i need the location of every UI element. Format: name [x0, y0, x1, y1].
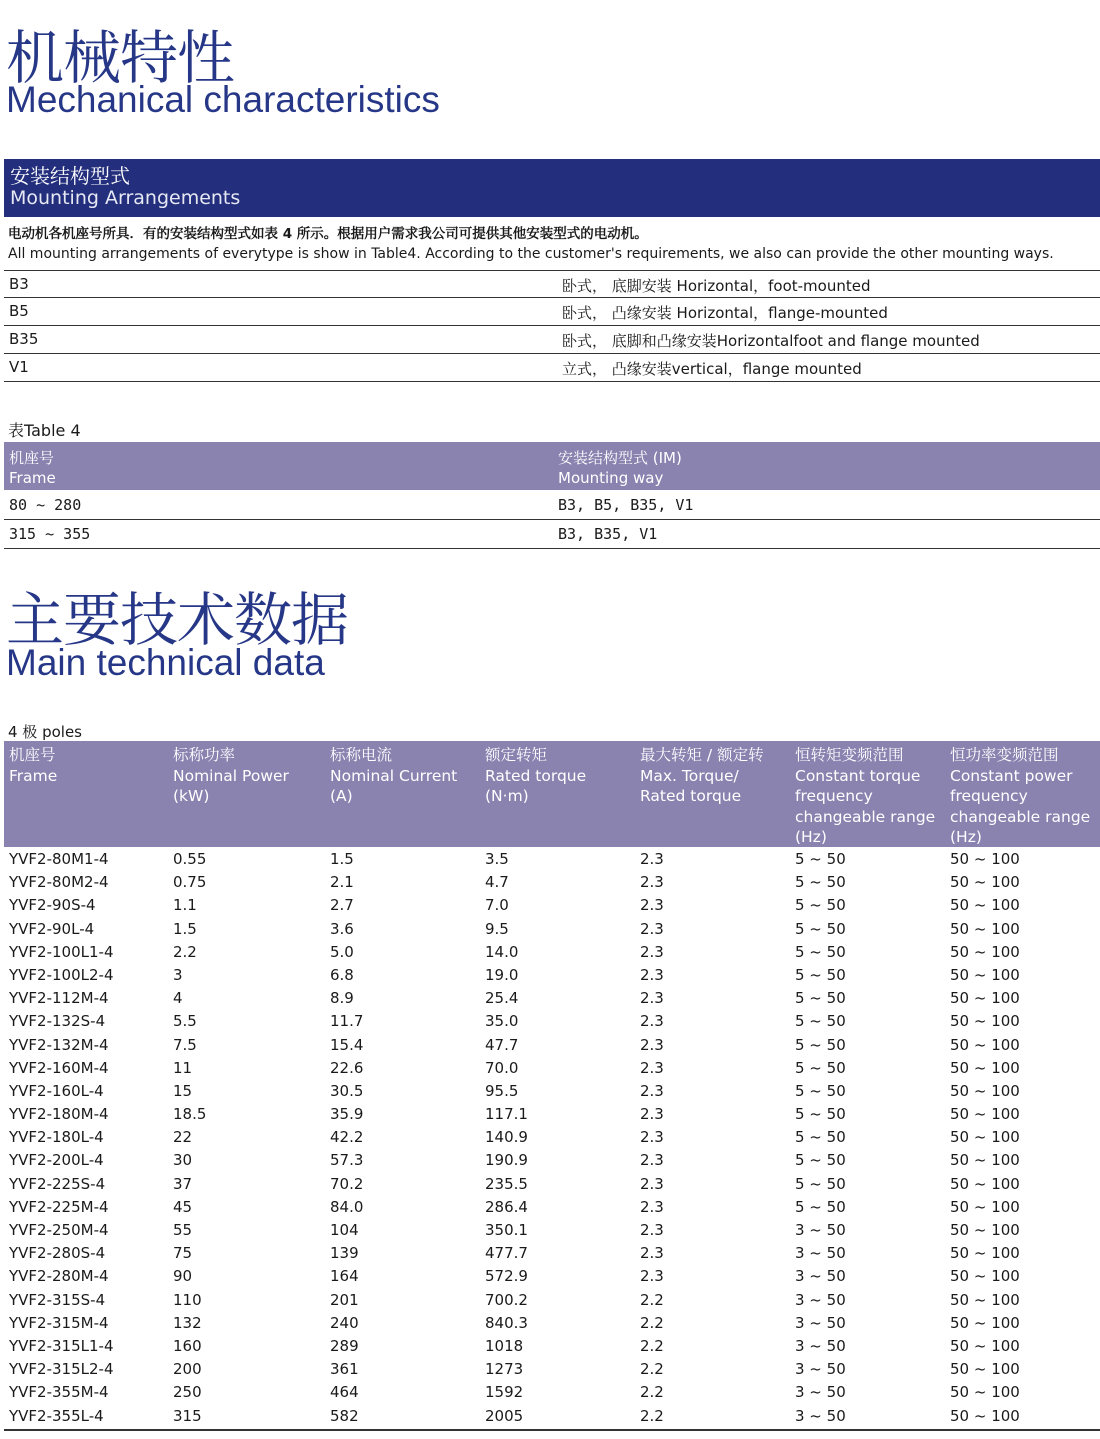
cell-const-power: 50 ~ 100 — [950, 1035, 1020, 1054]
cell-const-power: 50 ~ 100 — [950, 1197, 1020, 1216]
cell-frame: YVF2-250M-4 — [9, 1221, 109, 1239]
mounting-banner — [4, 159, 1100, 217]
intro-en: All mounting arrangements of everytype is show in Table4. According to the customer's requirements, we also can provide the other mounting ways. — [8, 246, 1054, 262]
cell-frame: YVF2-315S-4 — [9, 1290, 106, 1309]
table-row — [4, 1289, 1100, 1312]
cell-torque: 1592 — [485, 1383, 524, 1402]
cell-const-power: 50 ~ 100 — [950, 873, 1020, 892]
cell-current: 3.6 — [330, 919, 354, 938]
intro-cn: 电动机各机座号所具．有的安装结构型式如表 4 所示。根据用户需求我公司可提供其他安装型式的电动机。 — [8, 226, 648, 242]
mounting-row — [4, 298, 1100, 326]
cell-ratio: 2.3 — [640, 1105, 664, 1124]
cell-current: 70.2 — [330, 1174, 364, 1193]
table-row — [4, 1034, 1100, 1057]
cell-current: 289 — [330, 1336, 359, 1355]
table4-caption: 表Table 4 — [8, 421, 81, 440]
table-bottom-rule — [4, 1429, 1100, 1431]
cell-torque: 117.1 — [485, 1105, 528, 1124]
cell-const-power: 50 ~ 100 — [950, 896, 1020, 915]
cell-power: 7.5 — [173, 1035, 197, 1054]
cell-const-power: 50 ~ 100 — [950, 1313, 1020, 1332]
cell-const-power: 50 ~ 100 — [950, 1012, 1020, 1031]
cell-power: 75 — [173, 1244, 193, 1263]
cell-current: 30.5 — [330, 1081, 364, 1100]
cell-ratio: 2.3 — [640, 896, 664, 915]
table-row — [4, 1219, 1100, 1242]
cell-power: 5.5 — [173, 1012, 197, 1031]
cell-const-torque: 5 ~ 50 — [795, 896, 846, 915]
cell-ratio: 2.3 — [640, 1035, 664, 1054]
cell-const-torque: 5 ~ 50 — [795, 1035, 846, 1054]
table-row — [4, 1080, 1100, 1103]
cell-ratio: 2.3 — [640, 1151, 664, 1170]
cell-ratio: 2.3 — [640, 919, 664, 938]
cell-current: 22.6 — [330, 1058, 364, 1077]
cell-frame: YVF2-315M-4 — [9, 1313, 109, 1332]
table-row — [4, 918, 1100, 941]
cell-frame: YVF2-180L-4 — [9, 1128, 104, 1147]
cell-ratio: 2.2 — [640, 1313, 664, 1332]
header-col: 标称电流 Nominal Current (A) — [330, 746, 458, 805]
cell-const-torque: 5 ~ 50 — [795, 942, 846, 961]
table-row — [4, 1242, 1100, 1265]
cell-current: 2.7 — [330, 896, 354, 915]
cell-frame: YVF2-90S-4 — [9, 896, 96, 915]
cell-power: 1.1 — [173, 896, 197, 915]
cell-frame: YVF2-280M-4 — [9, 1267, 109, 1286]
header-way-cn: 安装结构型式 (IM) — [558, 449, 682, 467]
cell-frame: YVF2-315L2-4 — [9, 1360, 114, 1379]
table-row — [4, 1265, 1100, 1288]
cell-ratio: 2.3 — [640, 942, 664, 961]
cell-const-torque: 5 ~ 50 — [795, 873, 846, 892]
header-col: 额定转矩 Rated torque (N·m) — [485, 746, 587, 805]
cell-power: 315 — [173, 1406, 202, 1425]
header-frame-en: Frame — [9, 469, 56, 487]
cell-const-power: 50 ~ 100 — [950, 1383, 1020, 1402]
cell-const-torque: 3 ~ 50 — [795, 1313, 846, 1332]
cell-torque: 286.4 — [485, 1197, 528, 1216]
cell-frame: YVF2-280S-4 — [9, 1244, 106, 1263]
cell-const-torque: 3 ~ 50 — [795, 1406, 846, 1425]
cell-torque: 1273 — [485, 1360, 524, 1379]
cell-const-power: 50 ~ 100 — [950, 1360, 1020, 1379]
cell-const-torque: 3 ~ 50 — [795, 1267, 846, 1286]
cell-power: 250 — [173, 1383, 202, 1402]
cell-frame: YVF2-90L-4 — [9, 919, 95, 938]
header-way-en: Mounting way — [558, 469, 664, 487]
cell-const-torque: 5 ~ 50 — [795, 1105, 846, 1124]
cell-current: 104 — [330, 1221, 359, 1239]
cell-frame: YVF2-80M1-4 — [9, 850, 109, 868]
cell-const-torque: 5 ~ 50 — [795, 1058, 846, 1077]
cell-frame: YVF2-225M-4 — [9, 1197, 109, 1216]
cell-const-power: 50 ~ 100 — [950, 1406, 1020, 1425]
section2-title-cn: 主要技术数据 — [6, 586, 349, 654]
cell-current: 57.3 — [330, 1151, 364, 1170]
cell-ratio: 2.2 — [640, 1406, 664, 1425]
cell-frame: YVF2-355M-4 — [9, 1383, 109, 1402]
cell-torque: 19.0 — [485, 965, 519, 984]
cell-power: 18.5 — [173, 1105, 207, 1124]
cell-ratio: 2.2 — [640, 1360, 664, 1379]
cell-current: 2.1 — [330, 873, 354, 892]
cell-const-power: 50 ~ 100 — [950, 1244, 1020, 1263]
cell-const-power: 50 ~ 100 — [950, 1267, 1020, 1286]
table-row — [4, 894, 1100, 917]
banner-title-cn: 安装结构型式 — [10, 164, 130, 188]
cell-ratio: 2.3 — [640, 1081, 664, 1100]
cell-torque: 350.1 — [485, 1221, 528, 1239]
table-row — [4, 1358, 1100, 1381]
table-row — [4, 964, 1100, 987]
mounting-desc: 卧式， 凸缘安装 Horizontal，flange-mounted — [562, 304, 888, 322]
cell-power: 15 — [173, 1081, 193, 1100]
cell-power: 0.55 — [173, 850, 207, 868]
cell-ratio: 2.3 — [640, 1221, 664, 1239]
cell-const-torque: 3 ~ 50 — [795, 1383, 846, 1402]
cell-power: 45 — [173, 1197, 193, 1216]
cell-ratio: 2.3 — [640, 850, 664, 868]
cell-ratio: 2.3 — [640, 873, 664, 892]
cell-power: 1.5 — [173, 919, 197, 938]
cell-const-torque: 3 ~ 50 — [795, 1336, 846, 1355]
cell-torque: 9.5 — [485, 919, 509, 938]
cell-ratio: 2.2 — [640, 1336, 664, 1355]
cell-power: 4 — [173, 989, 183, 1008]
cell-const-power: 50 ~ 100 — [950, 1336, 1020, 1355]
banner-title-en: Mounting Arrangements — [10, 187, 241, 209]
cell-const-power: 50 ~ 100 — [950, 965, 1020, 984]
cell-const-torque: 5 ~ 50 — [795, 850, 846, 868]
cell-ratio: 2.3 — [640, 1012, 664, 1031]
cell-frame: YVF2-112M-4 — [9, 989, 109, 1008]
cell-torque: 7.0 — [485, 896, 509, 915]
cell-const-torque: 5 ~ 50 — [795, 1081, 846, 1100]
cell-frame: YVF2-315L1-4 — [9, 1336, 114, 1355]
table-row — [4, 1196, 1100, 1219]
table-row — [4, 871, 1100, 894]
table-row — [4, 1405, 1100, 1428]
cell-power: 160 — [173, 1336, 202, 1355]
mounting-code: B3 — [9, 275, 29, 293]
cell-power: 11 — [173, 1058, 193, 1077]
cell-current: 201 — [330, 1290, 359, 1309]
mounting-code: B5 — [9, 302, 29, 320]
cell-const-torque: 5 ~ 50 — [795, 1197, 846, 1216]
cell-current: 15.4 — [330, 1035, 364, 1054]
cell-torque: 477.7 — [485, 1244, 528, 1263]
cell-frame: YVF2-225S-4 — [9, 1174, 106, 1193]
cell-current: 582 — [330, 1406, 359, 1425]
poles-label: 4 极 poles — [8, 723, 82, 741]
cell-current: 464 — [330, 1383, 359, 1402]
cell-current: 139 — [330, 1244, 359, 1263]
cell-frame: YVF2-160M-4 — [9, 1058, 109, 1077]
mounting-code: B35 — [9, 330, 39, 348]
cell-frame: YVF2-160L-4 — [9, 1081, 104, 1100]
cell-frame: YVF2-200L-4 — [9, 1151, 104, 1170]
cell-power: 0.75 — [173, 873, 207, 892]
cell-current: 240 — [330, 1313, 359, 1332]
cell-current: 164 — [330, 1267, 359, 1286]
cell-frame: YVF2-132S-4 — [9, 1012, 106, 1031]
cell-ratio: 2.2 — [640, 1290, 664, 1309]
cell-ratio: 2.3 — [640, 1058, 664, 1077]
cell-const-torque: 5 ~ 50 — [795, 1012, 846, 1031]
cell-power: 90 — [173, 1267, 193, 1286]
cell-power: 37 — [173, 1174, 193, 1193]
mounting-code: V1 — [9, 358, 29, 376]
table4-frame: 315 ~ 355 — [9, 525, 91, 543]
table-row — [4, 1312, 1100, 1335]
cell-torque: 35.0 — [485, 1012, 519, 1031]
table-row — [4, 1103, 1100, 1126]
header-col: 恒转矩变频范围 Constant torque frequency changeable range (Hz) — [795, 746, 936, 846]
table-row — [4, 941, 1100, 964]
mounting-desc: 卧式， 底脚安装 Horizontal，foot-mounted — [562, 277, 871, 295]
cell-torque: 4.7 — [485, 873, 509, 892]
mounting-desc: 立式， 凸缘安装vertical，flange mounted — [562, 360, 862, 378]
cell-const-torque: 5 ~ 50 — [795, 1128, 846, 1147]
table-row — [4, 987, 1100, 1010]
header-col: 标称功率 Nominal Power (kW) — [173, 746, 289, 805]
cell-const-power: 50 ~ 100 — [950, 1221, 1020, 1239]
cell-current: 6.8 — [330, 965, 354, 984]
cell-frame: YVF2-80M2-4 — [9, 873, 109, 892]
cell-current: 361 — [330, 1360, 359, 1379]
cell-const-torque: 3 ~ 50 — [795, 1360, 846, 1379]
cell-torque: 2005 — [485, 1406, 524, 1425]
cell-ratio: 2.3 — [640, 1128, 664, 1147]
cell-frame: YVF2-100L2-4 — [9, 965, 114, 984]
cell-frame: YVF2-180M-4 — [9, 1105, 109, 1124]
cell-torque: 140.9 — [485, 1128, 528, 1147]
cell-power: 110 — [173, 1290, 202, 1309]
cell-power: 200 — [173, 1360, 202, 1379]
table-row — [4, 848, 1100, 871]
table-row — [4, 1149, 1100, 1172]
cell-frame: YVF2-100L1-4 — [9, 942, 114, 961]
mounting-row — [4, 354, 1100, 382]
table-row — [4, 1173, 1100, 1196]
cell-ratio: 2.3 — [640, 965, 664, 984]
cell-const-torque: 5 ~ 50 — [795, 965, 846, 984]
cell-const-torque: 5 ~ 50 — [795, 989, 846, 1008]
cell-const-power: 50 ~ 100 — [950, 942, 1020, 961]
cell-power: 55 — [173, 1221, 193, 1239]
cell-current: 1.5 — [330, 850, 354, 868]
table-row — [4, 1381, 1100, 1404]
table-row — [4, 1057, 1100, 1080]
section2-title-en: Main technical data — [6, 642, 325, 683]
section-title-cn: 机械特性 — [6, 24, 235, 92]
cell-power: 22 — [173, 1128, 193, 1147]
table4-row — [4, 491, 1100, 520]
cell-torque: 70.0 — [485, 1058, 519, 1077]
table4-way: B3, B35, V1 — [558, 525, 658, 543]
cell-ratio: 2.3 — [640, 989, 664, 1008]
cell-const-power: 50 ~ 100 — [950, 919, 1020, 938]
cell-torque: 14.0 — [485, 942, 519, 961]
cell-current: 8.9 — [330, 989, 354, 1008]
cell-current: 5.0 — [330, 942, 354, 961]
table-row — [4, 1126, 1100, 1149]
header-col: 机座号 Frame — [9, 746, 58, 785]
cell-const-torque: 3 ~ 50 — [795, 1290, 846, 1309]
cell-const-power: 50 ~ 100 — [950, 989, 1020, 1008]
cell-torque: 840.3 — [485, 1313, 528, 1332]
cell-current: 84.0 — [330, 1197, 364, 1216]
cell-current: 42.2 — [330, 1128, 364, 1147]
cell-power: 30 — [173, 1151, 193, 1170]
cell-frame: YVF2-355L-4 — [9, 1406, 104, 1425]
cell-const-torque: 5 ~ 50 — [795, 1151, 846, 1170]
header-frame-cn: 机座号 — [9, 449, 55, 467]
cell-torque: 47.7 — [485, 1035, 519, 1054]
cell-const-power: 50 ~ 100 — [950, 1081, 1020, 1100]
table4-frame: 80 ~ 280 — [9, 496, 82, 514]
cell-const-torque: 5 ~ 50 — [795, 1174, 846, 1193]
cell-const-power: 50 ~ 100 — [950, 1290, 1020, 1309]
cell-ratio: 2.3 — [640, 1244, 664, 1263]
section-title-en: Mechanical characteristics — [6, 79, 440, 120]
cell-const-power: 50 ~ 100 — [950, 1105, 1020, 1124]
cell-const-torque: 3 ~ 50 — [795, 1244, 846, 1263]
tech-table-header — [4, 741, 1100, 847]
cell-ratio: 2.3 — [640, 1267, 664, 1286]
table4-header — [4, 442, 1100, 490]
table-row — [4, 1010, 1100, 1033]
cell-const-torque: 3 ~ 50 — [795, 1221, 846, 1239]
mounting-row — [4, 326, 1100, 354]
cell-frame: YVF2-132M-4 — [9, 1035, 109, 1054]
cell-const-torque: 5 ~ 50 — [795, 919, 846, 938]
cell-const-power: 50 ~ 100 — [950, 1174, 1020, 1193]
cell-torque: 235.5 — [485, 1174, 528, 1193]
mounting-row — [4, 270, 1100, 298]
header-col: 恒功率变频范围 Constant power frequency changeable range (Hz) — [950, 746, 1091, 846]
cell-torque: 700.2 — [485, 1290, 528, 1309]
tech-table-body — [4, 848, 1100, 1428]
header-col: 最大转矩 / 额定转 Max. Torque/ Rated torque — [640, 746, 764, 805]
cell-ratio: 2.2 — [640, 1383, 664, 1402]
cell-torque: 25.4 — [485, 989, 519, 1008]
cell-const-power: 50 ~ 100 — [950, 850, 1020, 868]
cell-power: 3 — [173, 965, 183, 984]
cell-torque: 95.5 — [485, 1081, 519, 1100]
cell-const-power: 50 ~ 100 — [950, 1151, 1020, 1170]
mounting-desc: 卧式， 底脚和凸缘安装Horizontalfoot and flange mounted — [562, 332, 980, 350]
table4-row — [4, 520, 1100, 549]
cell-const-power: 50 ~ 100 — [950, 1128, 1020, 1147]
cell-current: 11.7 — [330, 1012, 364, 1031]
cell-ratio: 2.3 — [640, 1197, 664, 1216]
cell-torque: 190.9 — [485, 1151, 528, 1170]
cell-current: 35.9 — [330, 1105, 364, 1124]
table-row — [4, 1335, 1100, 1358]
cell-power: 132 — [173, 1313, 202, 1332]
cell-torque: 572.9 — [485, 1267, 528, 1286]
cell-ratio: 2.3 — [640, 1174, 664, 1193]
cell-power: 2.2 — [173, 942, 197, 961]
cell-torque: 1018 — [485, 1336, 524, 1355]
cell-torque: 3.5 — [485, 850, 509, 868]
table4-way: B3, B5, B35, V1 — [558, 496, 694, 514]
cell-const-power: 50 ~ 100 — [950, 1058, 1020, 1077]
